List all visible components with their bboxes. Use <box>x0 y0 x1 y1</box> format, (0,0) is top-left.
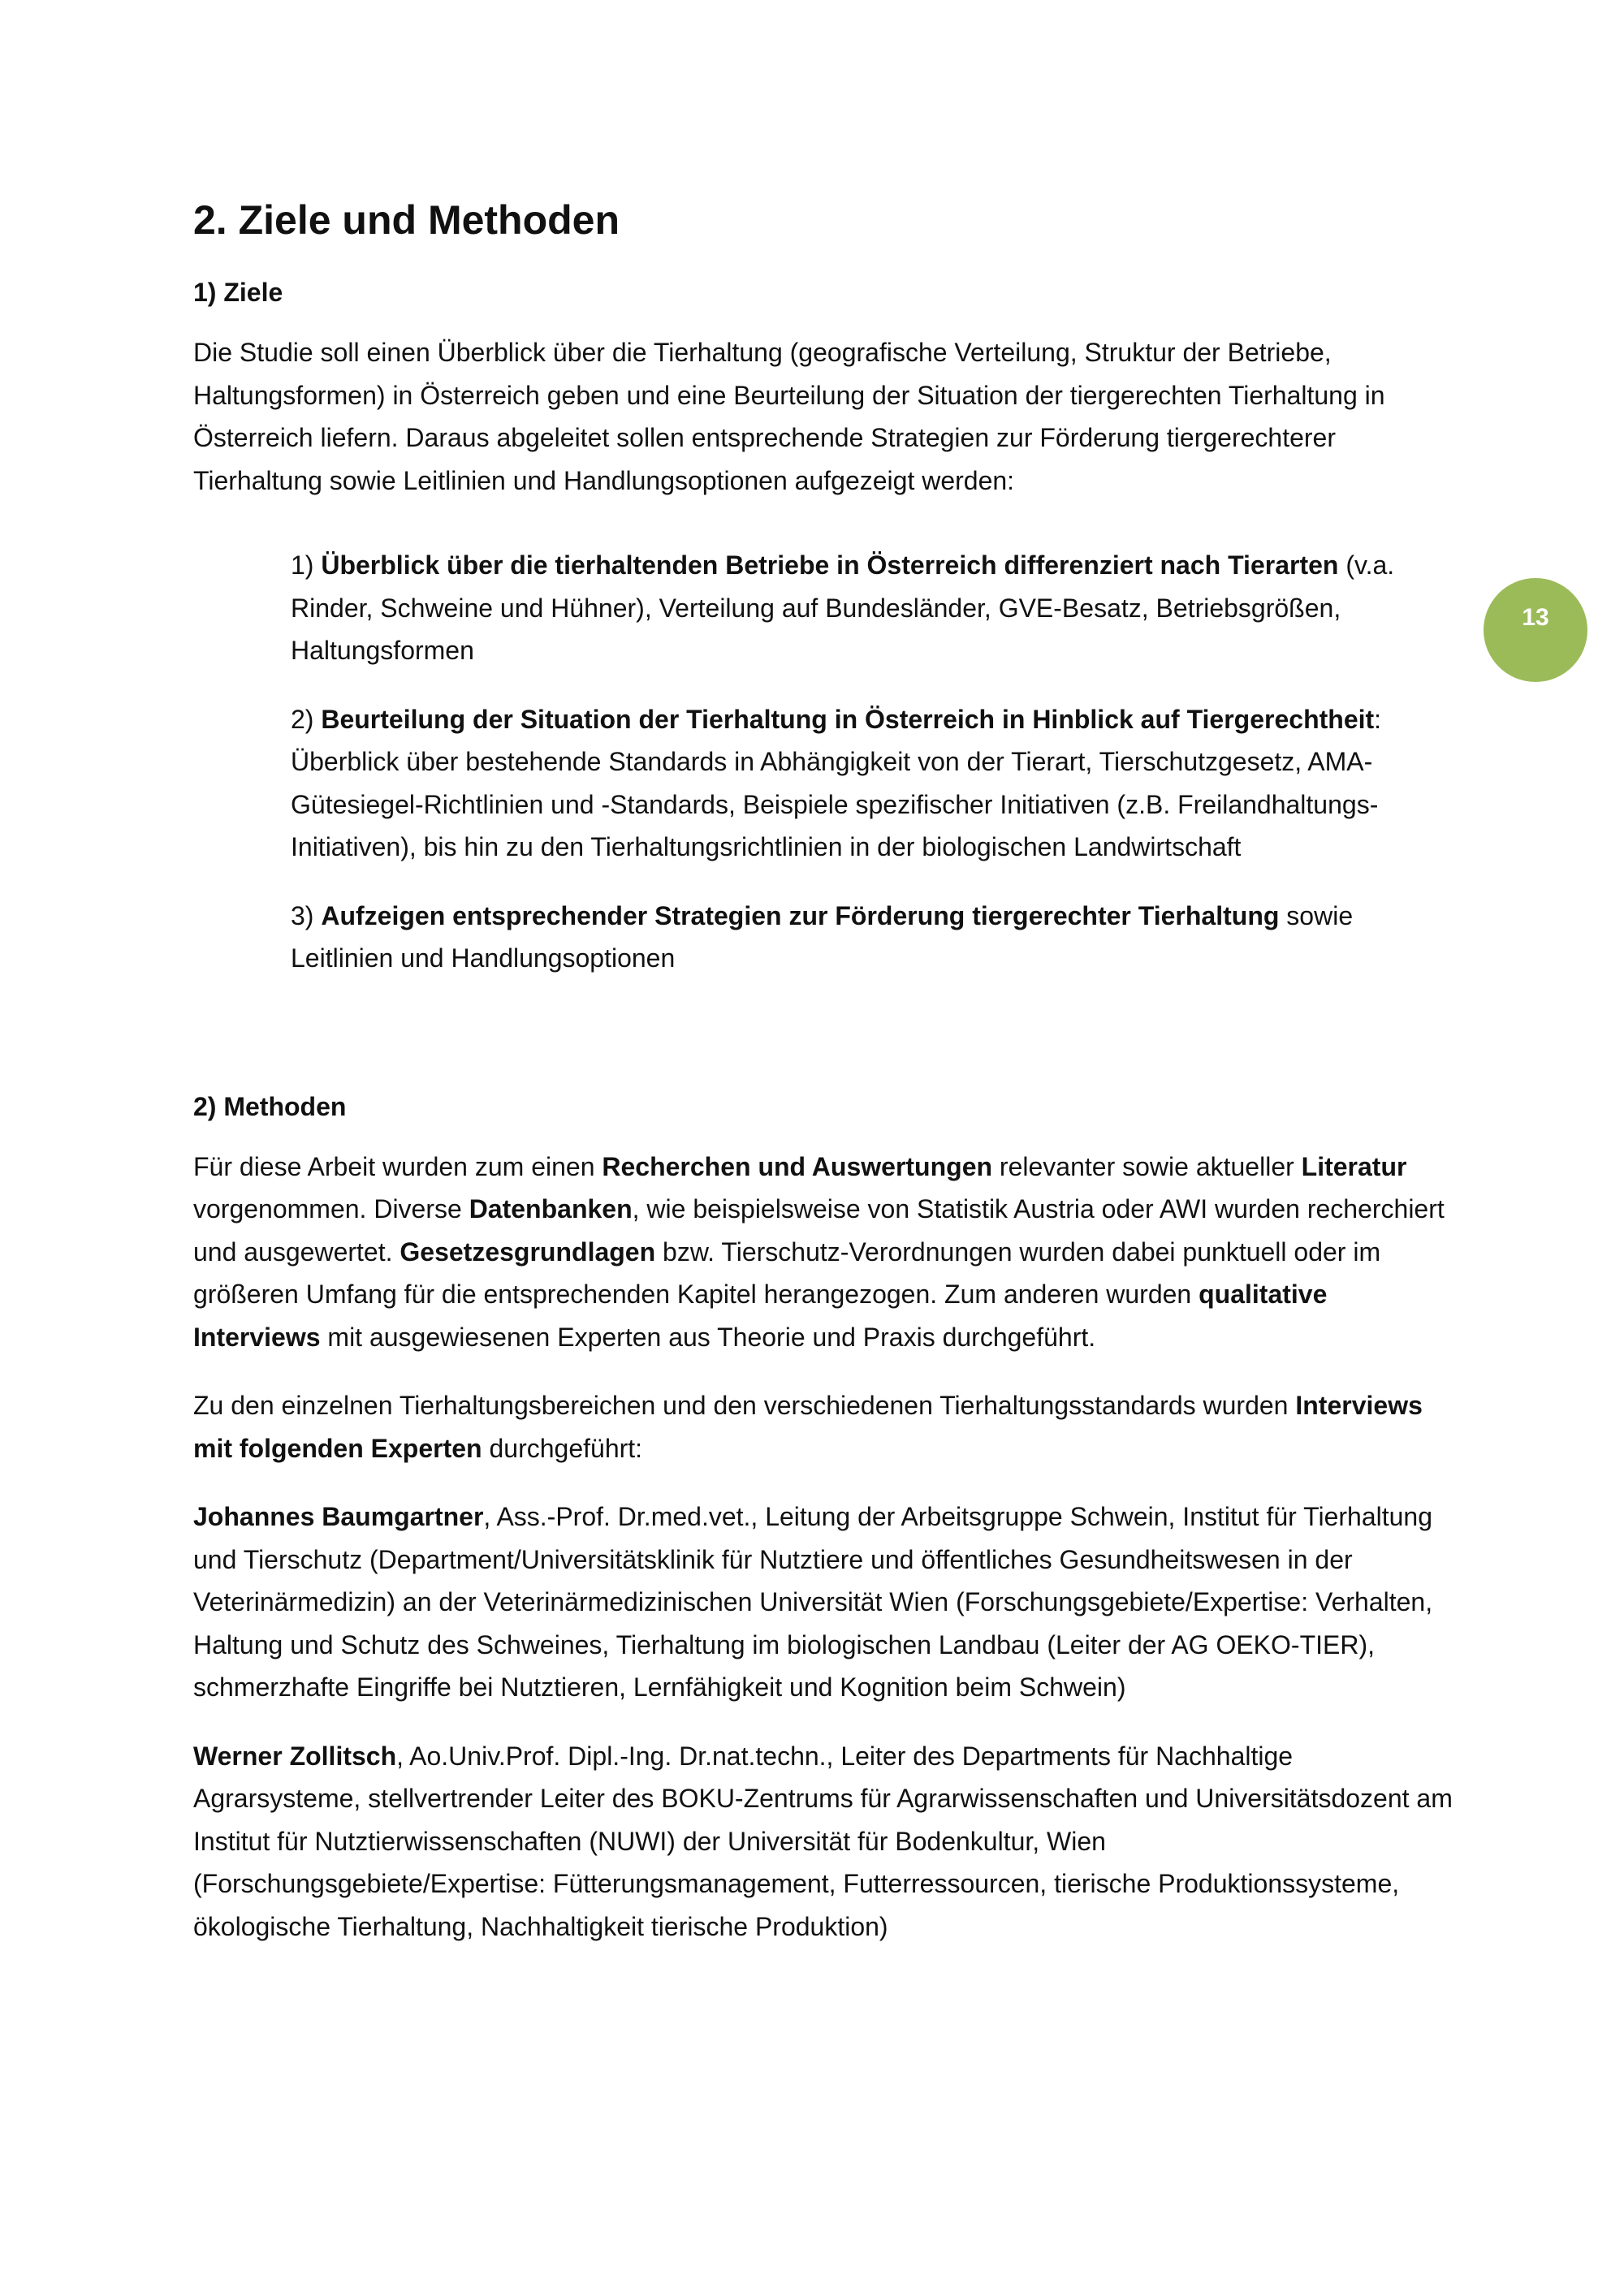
page-content <box>193 192 1460 1974</box>
methods-heading: 2) Methoden <box>193 1091 347 1121</box>
text-run: bzw. Tierschutz-Verordnungen wurden dabei punktuell oder im größeren Umfang für die entsprechenden Kapitel herangezogen. Zum anderen wurden <box>193 1236 1381 1309</box>
expert-name: Johannes Baumgartner <box>193 1502 484 1531</box>
expert-entry-2 <box>193 1735 1460 1949</box>
objective-rest: : Überblick über bestehende Standards in Abhängigkeit von der Tierart, Tierschutzgesetz, AMA-Gütesiegel-Richtlinien und -Standards, Beispiele spezifischer Initiativen (z.B. Freilandhaltungs-Initiativen), bis hin zu den Tierhaltungsrichtlinien in der biologischen Landwirtschaft <box>291 704 1382 861</box>
text-run: vorgenommen. Diverse <box>193 1194 469 1224</box>
text-run: , wie beispielsweise von Statistik Austria oder AWI wurden recherchiert und ausgewertet. <box>193 1194 1445 1267</box>
objective-rest: (v.a. Rinder, Schweine und Hühner), Verteilung auf Bundesländer, GVE-Besatz, Betriebsgrößen, Haltungsformen <box>291 550 1395 665</box>
bold-run: Gesetzesgrundlagen <box>400 1236 656 1267</box>
text-run: durchgeführt: <box>482 1433 643 1463</box>
objective-bold: Beurteilung der Situation der Tierhaltung in Österreich in Hinblick auf Tiergerechtheit <box>321 704 1375 734</box>
objective-item-2 <box>291 698 1444 869</box>
section-title: 2. Ziele und Methoden <box>193 197 620 243</box>
goals-intro: Die Studie soll einen Überblick über die Tierhaltung (geografische Verteilung, Struktur der Betriebe, Haltungsformen) in Österreich geben und eine Beurteilung der Situation der tiergerechten Tierhaltung in Österreich liefern. Daraus abgeleitet sollen entsprechende Strategien zur Förderung tiergerechterer Tierhaltung sowie Leitlinien und Handlungsoptionen aufgezeigt werden: <box>193 338 1385 495</box>
methods-paragraph-1 <box>193 1146 1460 1359</box>
methods-paragraph-2 <box>193 1384 1460 1470</box>
objectives-list <box>291 544 1444 980</box>
goals-heading: 1) Ziele <box>193 278 283 307</box>
bold-run: Interviews mit folgenden Experten <box>193 1391 1423 1463</box>
text-run: mit ausgewiesenen Experten aus Theorie und Praxis durchgeführt. <box>320 1322 1096 1352</box>
expert-details: , Ao.Univ.Prof. Dipl.-Ing. Dr.nat.techn., Leiter des Departments für Nachhaltige Agrarsysteme, stellvertrender Leiter des BOKU-Zentrums für Agrarwissenschaften und Universitätsdozent am Institut für Nutztierwissenschaften (NUWI) der Universität für Bodenkultur, Wien (Forschungsgebiete/Expertise: Fütterungsmanagement, Futterressourcen, tierische Produktionssysteme, ökologische Tierhaltung, Nachhaltigkeit tierische Produktion) <box>193 1741 1453 1941</box>
objective-bold: Überblick über die tierhaltenden Betriebe in Österreich differenziert nach Tierarten <box>321 550 1339 580</box>
objective-prefix: 3) <box>291 900 322 930</box>
bold-run: Literatur <box>1301 1151 1407 1181</box>
objective-prefix: 2) <box>291 704 322 734</box>
objective-rest: sowie Leitlinien und Handlungsoptionen <box>291 900 1354 973</box>
bold-run: Recherchen und Auswertungen <box>602 1151 993 1181</box>
objective-item-1 <box>291 544 1444 672</box>
bold-run: qualitative Interviews <box>193 1280 1328 1352</box>
text-run: Zu den einzelnen Tierhaltungsbereichen und den verschiedenen Tierhaltungsstandards wurden <box>193 1391 1296 1420</box>
bold-run: Datenbanken <box>469 1194 633 1224</box>
text-run: Für diese Arbeit wurden zum einen <box>193 1151 603 1181</box>
objective-item-3 <box>291 895 1444 980</box>
objective-prefix: 1) <box>291 550 322 580</box>
expert-details: , Ass.-Prof. Dr.med.vet., Leitung der Arbeitsgruppe Schwein, Institut für Tierhaltung und Tierschutz (Department/Universitätsklinik für Nutztiere und öffentliches Gesundheitswesen in der Veterinärmedizin) an der Veterinärmedizinischen Universität Wien (Forschungsgebiete/Expertise: Verhalten, Haltung und Schutz des Schweines, Tierhaltung im biologischen Landbau (Leiter der AG OEKO-TIER), schmerzhafte Eingriffe bei Nutztieren, Lernfähigkeit und Kognition beim Schwein) <box>193 1502 1433 1702</box>
page-number: 13 <box>1522 604 1549 631</box>
objective-bold: Aufzeigen entsprechender Strategien zur Förderung tiergerechter Tierhaltung <box>321 900 1280 930</box>
expert-entry-1 <box>193 1495 1460 1709</box>
page-number-badge <box>1484 578 1587 682</box>
text-run: relevanter sowie aktueller <box>992 1151 1302 1181</box>
expert-name: Werner Zollitsch <box>193 1741 397 1771</box>
